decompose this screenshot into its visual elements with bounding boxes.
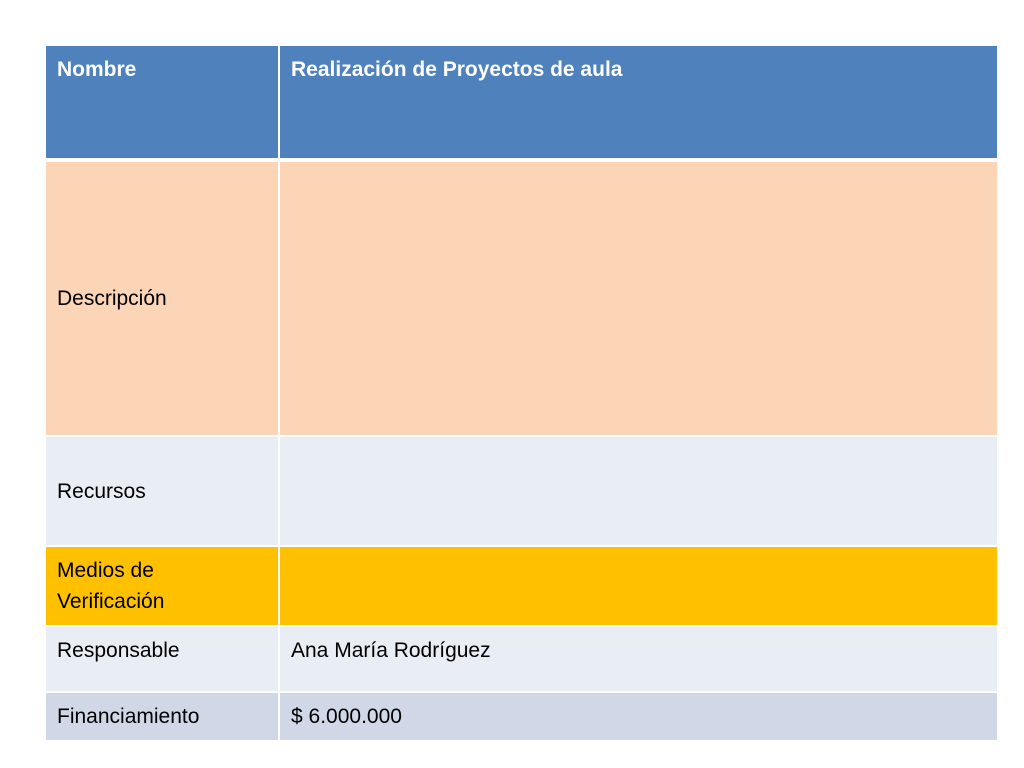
table-row-medios-verificacion [45, 546, 998, 626]
financiamiento-label: Financiamiento [45, 692, 279, 741]
descripcion-value [279, 160, 998, 436]
project-table [44, 44, 999, 742]
table-row-nombre [45, 45, 998, 160]
medios-verificacion-value [279, 546, 998, 626]
recursos-label: Recursos [45, 436, 279, 546]
financiamiento-value: $ 6.000.000 [279, 692, 998, 741]
recursos-value [279, 436, 998, 546]
descripcion-label: Descripción [45, 160, 279, 436]
responsable-label: Responsable [45, 626, 279, 692]
medios-verificacion-label: Medios de Verificación [45, 546, 279, 626]
table-row-responsable [45, 626, 998, 692]
table-row-recursos [45, 436, 998, 546]
nombre-label: Nombre [45, 45, 279, 160]
responsable-value: Ana María Rodríguez [279, 626, 998, 692]
nombre-value: Realización de Proyectos de aula [279, 45, 998, 160]
table-row-descripcion [45, 160, 998, 436]
table-row-financiamiento [45, 692, 998, 741]
